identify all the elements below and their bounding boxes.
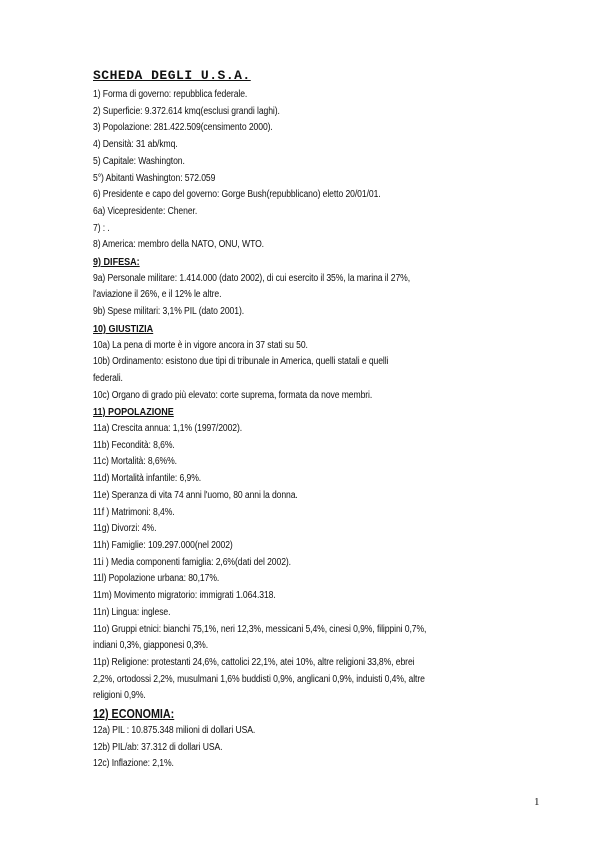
text-line: 11l) Popolazione urbana: 80,17%. (93, 573, 220, 585)
text-line: 12c) Inflazione: 2,1%. (93, 758, 174, 770)
text-line: 9a) Personale militare: 1.414.000 (dato 2002), di cui esercito il 35%, la marina il 27%, (93, 272, 411, 284)
section-heading: 10) GIUSTIZIA (93, 322, 154, 335)
text-line: 11m) Movimento migratorio: immigrati 1.064.318. (93, 590, 276, 602)
text-line: 6) Presidente e capo del governo: Gorge Bush(repubblicano) eletto 20/01/01. (93, 189, 381, 201)
section-heading: 9) DIFESA: (93, 256, 140, 269)
text-line: religioni 0,9%. (93, 690, 146, 702)
text-line: 11b) Fecondità: 8,6%. (93, 439, 175, 451)
text-line: 1) Forma di governo: repubblica federale. (93, 89, 248, 100)
text-line: 12b) PIL/ab: 37.312 di dollari USA. (93, 741, 223, 753)
text-line: 8) America: membro della NATO, ONU, WTO. (93, 239, 264, 251)
text-line: 10c) Organo di grado più elevato: corte suprema, formata da nove membri. (93, 389, 373, 401)
text-line: federali. (93, 372, 123, 384)
text-line: 10b) Ordinamento: esistono due tipi di tribunale in America, quelli statali e quelli (93, 356, 389, 368)
text-line: 2) Superficie: 9.372.614 kmq(esclusi grandi laghi). (93, 105, 280, 117)
section-heading: 12) ECONOMIA: (93, 707, 175, 722)
text-line: 11i ) Media componenti famiglia: 2,6%(dati del 2002). (93, 556, 291, 568)
document-body (93, 87, 513, 773)
text-line: 9b) Spese militari: 3,1% PIL (dato 2001). (93, 306, 245, 318)
document-title: SCHEDA DEGLI U.S.A. (93, 68, 251, 83)
text-line: 11f ) Matrimoni: 8,4%. (93, 506, 175, 518)
text-line: 11e) Speranza di vita 74 anni l'uomo, 80 anni la donna. (93, 489, 298, 501)
text-line: 11h) Famiglie: 109.297.000(nel 2002) (93, 539, 233, 551)
text-line: 5) Capitale: Washington. (93, 155, 185, 167)
section-heading: 11) POPOLAZIONE (93, 406, 174, 419)
text-line: 11d) Mortalità infantile: 6,9%. (93, 473, 202, 485)
text-line: 11g) Divorzi: 4%. (93, 523, 157, 535)
document-page (93, 68, 513, 773)
page-number: 1 (534, 796, 540, 808)
text-line: 11c) Mortalità: 8,6%%. (93, 456, 177, 468)
text-line: 11o) Gruppi etnici: bianchi 75,1%, neri 12,3%, messicani 5,4%, cinesi 0,9%, filippini 0,7%, (93, 623, 427, 635)
text-line: indiani 0,3%, giapponesi 0,3%. (93, 640, 209, 652)
text-line: 6a) Vicepresidente: Chener. (93, 205, 198, 217)
text-line: 11p) Religione: protestanti 24,6%, cattolici 22,1%, atei 10%, altre religioni 33,8%, ebrei (93, 656, 415, 668)
text-line: 5°) Abitanti Washington: 572.059 (93, 172, 216, 184)
text-line: 10a) La pena di morte è in vigore ancora in 37 stati su 50. (93, 339, 308, 351)
text-line: 4) Densità: 31 ab/kmq. (93, 139, 178, 151)
text-line: 12a) PIL : 10.875.348 milioni di dollari USA. (93, 725, 256, 737)
text-line: l'aviazione il 26%, e il 12% le altre. (93, 289, 222, 301)
text-line: 7) : . (93, 222, 110, 234)
text-line: 11a) Crescita annua: 1,1% (1997/2002). (93, 423, 243, 435)
text-line: 2,2%, ortodossi 2,2%, musulmani 1,6% buddisti 0,9%, anglicani 0,9%, induisti 0,4%, altre (93, 673, 425, 685)
text-line: 11n) Lingua: inglese. (93, 606, 171, 618)
text-line: 3) Popolazione: 281.422.509(censimento 2000). (93, 122, 273, 134)
